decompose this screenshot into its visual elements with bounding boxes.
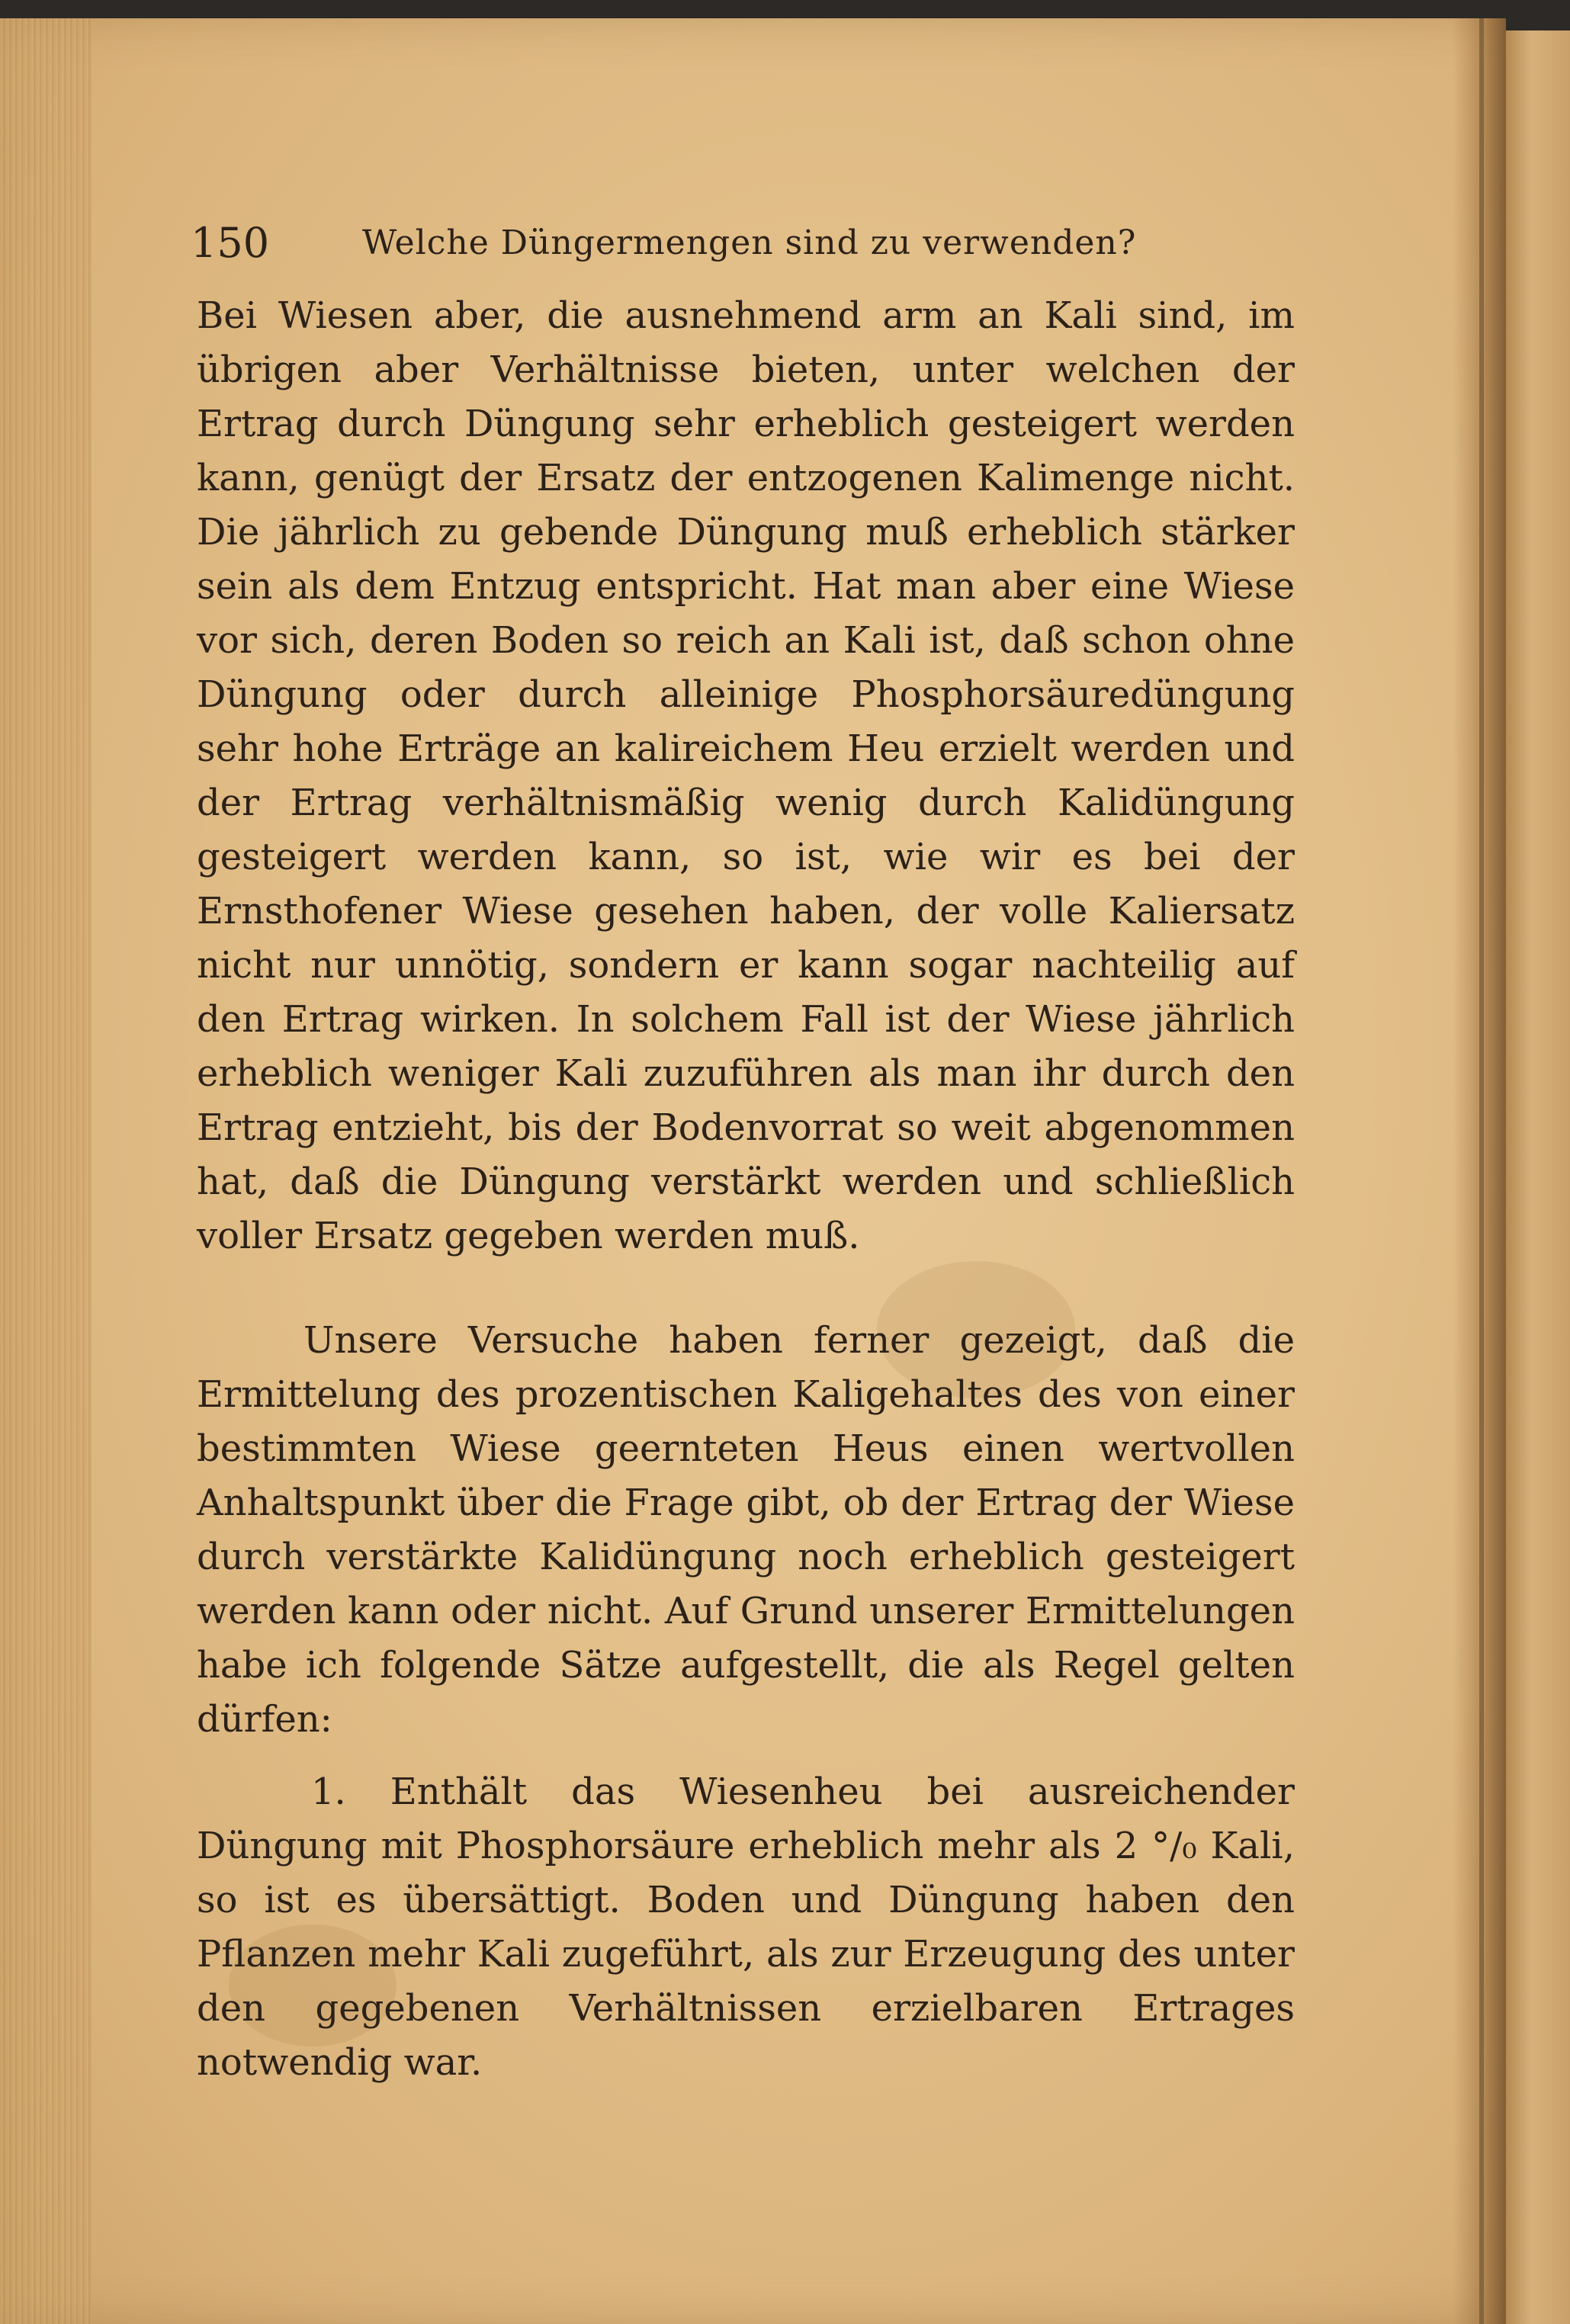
running-head: Welche Düngermengen sind zu verwenden? bbox=[362, 223, 1137, 262]
book-page bbox=[0, 18, 1506, 2324]
book-fold bbox=[1479, 18, 1484, 2324]
numbered-rule-paragraph: 1. Enthält das Wiesenheu bei ausreichender Düngung mit Phosphorsäure erheblich mehr als 2 °/₀ Kali, so ist es übersättigt. Boden und Düngung haben den Pflanzen mehr Kali zugeführt, als zur Erzeugung des unter den gegebenen Verhältnissen erzielbaren Ertrages notwendig war. bbox=[197, 1770, 1295, 2084]
paragraph: Bei Wiesen aber, die ausnehmend arm an Kali sind, im übrigen aber Verhältnisse bieten, unter welchen der Ertrag durch Düngung sehr erheblich gesteigert werden kann, genügt der Ersatz der entzogenen Kalimenge nicht. Die jährlich zu gebende Düngung muß erheblich stärker sein als dem Entzug entspricht. Hat man aber eine Wiese vor sich, deren Boden so reich an Kali ist, daß schon ohne Düngung oder durch alleinige Phosphorsäuredüngung sehr hohe Erträge an kalireichem Heu erzielt werden und der Ertrag verhältnismäßig wenig durch Kalidüngung gesteigert werden kann, so ist, wie wir es bei der Ernsthofener Wiese gesehen haben, der volle Kaliersatz nicht nur unnötig, sondern er kann sogar nachteilig auf den Ertrag wirken. In solchem Fall ist der Wiese jährlich erheblich weniger Kali zuzuführen als man ihr durch den Ertrag entzieht, bis der Bodenvorrat so weit abgenommen hat, daß die Düngung verstärkt werden und schließlich voller Ersatz gegeben werden muß. bbox=[197, 294, 1295, 1257]
paragraph: Unsere Versuche haben ferner gezeigt, daß die Ermittelung des prozentischen Kaligehaltes des von einer bestimmten Wiese geernteten Heus einen wertvollen Anhaltspunkt über die Frage gibt, ob der Ertrag der Wiese durch verstärkte Kalidüngung noch erheblich gesteigert werden kann oder nicht. Auf Grund unserer Ermittelungen habe ich folgende Sätze aufgestellt, die als Regel gelten dürfen: bbox=[197, 1319, 1295, 1741]
body-text bbox=[197, 289, 1295, 2090]
page-header bbox=[191, 213, 1296, 274]
page-block-edges bbox=[0, 18, 92, 2324]
page-number: 150 bbox=[191, 219, 270, 267]
facing-page-edge bbox=[1506, 30, 1570, 2324]
